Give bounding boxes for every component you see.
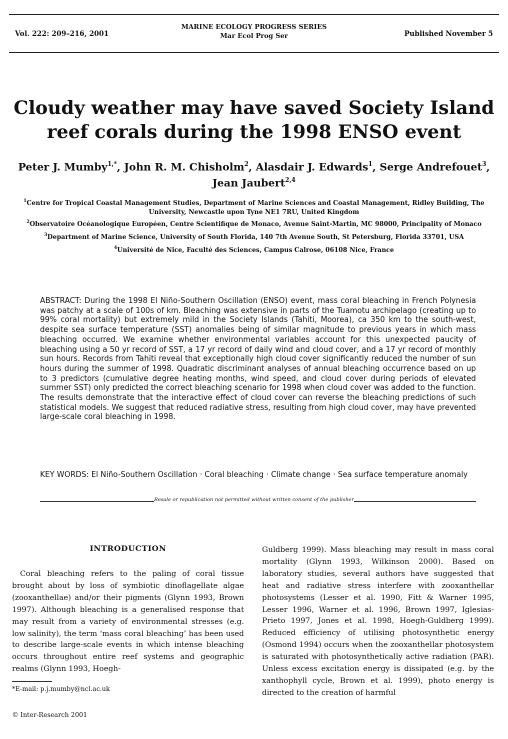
publication-date: Published November 5 <box>404 29 493 38</box>
author-sup: 2,4 <box>285 177 296 185</box>
journal-series: MARINE ECOLOGY PROGRESS SERIES <box>181 23 327 31</box>
author-name: , John R. M. Chisholm <box>116 161 245 174</box>
divider-left <box>40 501 154 502</box>
affiliation <box>14 232 494 243</box>
author-name: , Serge Andrefouet <box>372 161 483 174</box>
author-name: Peter J. Mumby <box>18 161 108 174</box>
corresponding-mark: * <box>113 161 117 168</box>
affiliation-text: Observatoire Océanologique Européen, Centre Scientifique de Monaco, Avenue Saint-Martin, MC 98000, Principality of Monaco <box>29 221 482 229</box>
author-list <box>10 158 498 191</box>
affiliation-text: Université de Nice, Faculté des Sciences, Campus Calrose, 06108 Nice, France <box>117 246 395 254</box>
article-title: Cloudy weather may have saved Society Island reef corals during the 1998 ENSO event <box>13 98 495 143</box>
author-sup: 2 <box>244 161 249 168</box>
affiliations <box>14 198 494 257</box>
affiliation <box>14 198 494 217</box>
volume-info: Vol. 222: 209–216, 2001 <box>15 29 109 38</box>
author-sup: 3 <box>482 161 487 168</box>
journal-header <box>9 14 499 53</box>
journal-abbrev: Mar Ecol Prog Ser <box>220 32 288 40</box>
abstract-text: ABSTRACT: During the 1998 El Niño-Southern Oscillation (ENSO) event, mass coral bleaching in French Polynesia was patchy at a scale of 100s of km. Bleaching was extensive in parts of the Tuamotu archipelago (creating up to 99% coral mortality) but extremely mild in the Society Islands (Tahiti, Moorea), ca 350 km to the south-west, despite sea surface temperature (SST) anomalies being of similar magnitude to previous years in which mass bleaching occurred. We examine whether environmental variables account for this unexpected paucity of bleaching using a 50 yr record of SST, a 17 yr record of daily wind and cloud cover, and a 17 yr record of monthly sun hours. Records from Tahiti reveal that exceptionally high cloud cover significantly reduced the number of sun hours during the summer of 1998. Quadratic discriminant analyses of annual bleaching occurrence based on up to 3 predictors (cumulative degree heating months, wind speed, and cloud cover during periods of elevated summer SST) only predicted the correct bleaching scenario for 1998 when cloud cover was added to the function. The results demonstrate that the interactive effect of cloud cover can reverse the bleaching predictions of such statistical models. We suggest that reduced radiative stress, resulting from high cloud cover, may have prevented large-scale coral bleaching in 1998. <box>40 296 476 422</box>
divider-right <box>354 501 476 502</box>
author-sup: 1 <box>368 161 373 168</box>
rights-notice: Resale or republication not permitted without written consent of the publisher <box>154 497 354 503</box>
affiliation-sup: 1 <box>23 199 27 204</box>
affiliation-sup: 2 <box>26 220 30 226</box>
abstract <box>40 296 476 422</box>
affiliation <box>14 219 494 230</box>
affiliation-sup: 4 <box>113 245 118 251</box>
author-sup: 1, <box>107 161 114 168</box>
journal-name <box>149 23 359 41</box>
intro-paragraph-right: Guldberg 1999). Mass bleaching may result in mass coral mortality (Glynn 1993, Wilkinson 2000). Based on laboratory studies, several authors have suggested that heat and radiative stress interfere with zooxanthellar photosystems (Lesser et al. 1990, Fitt & Warner 1995, Lesser 1996, Warner et al. 1996, Brown 1997, Iglesias-Prieto 1997, Jones et al. 1998, Hoegh-Guldberg 1999). Reduced efficiency of utilising photosynthetic energy (Osmond 1994) occurs when the zooxanthellar photosystem is saturated with photosynthetically active radiation (PAR). Unless excess excitation energy is dissipated (e.g. by the xanthophyll cycle, Brown et al. 1999), photo energy is directed to the creation of harmful <box>262 545 494 697</box>
affiliation-text: Department of Marine Science, University of South Florida, 140 7th Avenue South, St Petersburg, Florida 33701, USA <box>47 234 464 242</box>
affiliation-text: Centre for Tropical Coastal Management Studies, Department of Marine Sciences and Coastal Management, Ridley Building, The University, Newcastle upon Tyne NE1 7RU, United Kingdom <box>26 200 485 216</box>
section-heading: INTRODUCTION <box>89 544 167 553</box>
footnote-rule <box>12 681 52 682</box>
author-name: , Jean Jaubert <box>212 161 490 190</box>
intro-paragraph-left: Coral bleaching refers to the paling of coral tissue brought about by loss of symbiotic dinoflagellate algae (zooxanthellae) and/or their pigments (Glynn 1993, Brown 1997). Although bleaching is a generalised response that may result from a variety of environmental stresses (e.g. low salinity), the term ‘mass coral bleaching’ has been used to describe large-scale events in which intense bleaching occurs throughout entire reef systems and geographic realms (Glynn 1993, Hoegh- <box>12 569 244 674</box>
author-name: , Alasdair J. Edwards <box>248 161 369 174</box>
affiliation <box>14 245 494 256</box>
copyright: © Inter-Research 2001 <box>12 711 88 719</box>
affiliation-sup: 3 <box>44 232 48 238</box>
keywords: KEY WORDS: El Niño-Southern Oscillation · Coral bleaching · Climate change · Sea surface temperature anomaly <box>40 470 468 479</box>
footnote-email: *E-mail: p.j.mumby@ncl.ac.uk <box>12 685 110 693</box>
